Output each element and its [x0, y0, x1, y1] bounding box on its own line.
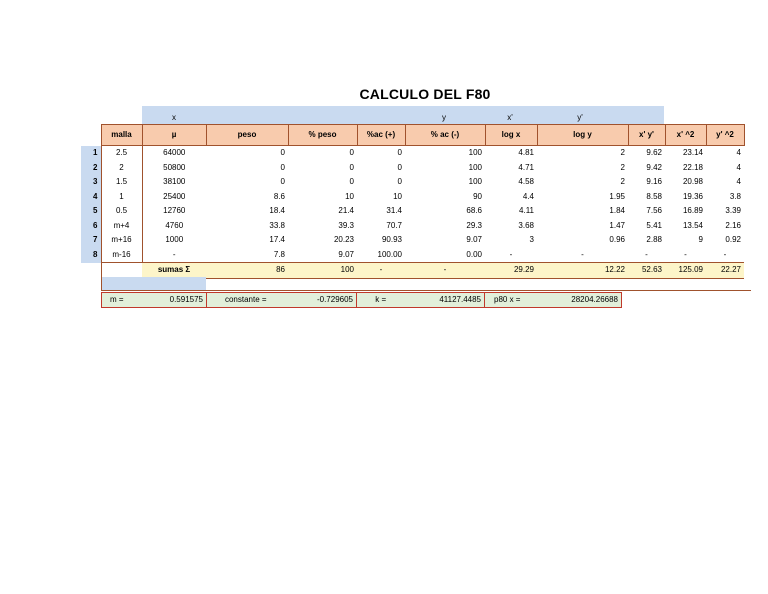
- col-header-malla[interactable]: malla: [101, 125, 142, 146]
- col-header-log-y[interactable]: log y: [537, 125, 628, 146]
- cell-pct-peso[interactable]: 9.07: [288, 248, 357, 263]
- sums-spacer: [101, 263, 142, 279]
- cell-ac-minus[interactable]: 68.6: [466, 206, 482, 215]
- cell-xy[interactable]: 7.56: [646, 206, 662, 215]
- cell-malla[interactable]: 0.5: [101, 204, 142, 219]
- col-header-xy[interactable]: x' y': [628, 125, 665, 146]
- sum-xy[interactable]: 52.63: [628, 263, 665, 279]
- k-label: k =: [357, 293, 405, 308]
- cell-mu[interactable]: 4760: [165, 220, 184, 230]
- cell-pct-peso[interactable]: 20.23: [333, 235, 354, 244]
- cell-mu[interactable]: -: [142, 248, 206, 263]
- cell-ac-minus[interactable]: 100: [468, 148, 482, 157]
- col-header-y2[interactable]: y' ^2: [706, 125, 744, 146]
- sums-left-border: [101, 262, 102, 290]
- m-label: m =: [102, 293, 132, 308]
- row-number: 7: [81, 233, 101, 248]
- cell-peso[interactable]: 17.4: [269, 235, 285, 244]
- cell-malla[interactable]: m+16: [101, 233, 142, 248]
- cell-peso[interactable]: 0: [280, 148, 285, 157]
- cell-log-y[interactable]: 2: [620, 148, 625, 157]
- sum-log-y[interactable]: 12.22: [537, 263, 628, 279]
- selection-band: [101, 277, 206, 290]
- var-label-y: y: [442, 113, 446, 122]
- cell-log-y[interactable]: 0.96: [609, 235, 625, 244]
- sum-log-x[interactable]: 29.29: [485, 263, 537, 279]
- cell-peso[interactable]: 33.8: [269, 220, 285, 230]
- cell-xy[interactable]: 9.42: [646, 162, 662, 172]
- sums-spacer: [81, 263, 101, 279]
- cell-x2[interactable]: 20.98: [682, 177, 703, 186]
- cell-log-y[interactable]: 1.47: [609, 220, 625, 230]
- cell-y2[interactable]: 4: [736, 162, 741, 172]
- p80-value[interactable]: 28204.26688: [530, 293, 622, 308]
- sum-y2[interactable]: 22.27: [706, 263, 744, 279]
- cell-pct-peso[interactable]: 21.4: [338, 206, 354, 215]
- cell-ac-plus[interactable]: 0: [397, 162, 402, 172]
- cell-ac-plus[interactable]: 100.00: [357, 248, 405, 263]
- k-value[interactable]: 41127.4485: [405, 293, 485, 308]
- p80-label: p80 x =: [485, 293, 530, 308]
- cell-ac-minus[interactable]: 29.3: [466, 220, 482, 230]
- col-header-pct-peso[interactable]: % peso: [288, 125, 357, 146]
- cell-x2[interactable]: 9: [698, 235, 703, 244]
- table-row: [81, 146, 744, 161]
- col-header-ac-minus[interactable]: % ac (-): [405, 125, 485, 146]
- cell-y2[interactable]: 3.8: [729, 191, 741, 201]
- table-row: [81, 190, 744, 205]
- cell-ac-plus[interactable]: 10: [393, 191, 402, 201]
- cell-log-y[interactable]: 1.84: [609, 206, 625, 215]
- table-row: [81, 248, 744, 263]
- f80-table: [81, 124, 745, 279]
- cell-pct-peso[interactable]: 0: [349, 148, 354, 157]
- cell-malla[interactable]: 2.5: [101, 146, 142, 161]
- sums-row: [81, 263, 744, 279]
- cell-pct-peso[interactable]: 0: [349, 177, 354, 186]
- cell-pct-peso[interactable]: 39.3: [338, 220, 354, 230]
- constante-label: constante =: [207, 293, 285, 308]
- cell-log-y[interactable]: 1.95: [609, 191, 625, 201]
- table-row: [81, 161, 744, 176]
- sum-pct-peso[interactable]: 100: [288, 263, 357, 279]
- cell-log-x[interactable]: 3: [529, 235, 534, 244]
- cell-ac-minus[interactable]: 90: [473, 191, 482, 201]
- cell-ac-minus[interactable]: 0.00: [405, 248, 485, 263]
- cell-log-x[interactable]: 3.68: [518, 220, 534, 230]
- header-spacer: [81, 125, 101, 146]
- cell-peso[interactable]: 7.8: [206, 248, 288, 263]
- cell-log-y[interactable]: 2: [620, 162, 625, 172]
- cell-y2[interactable]: 0.92: [725, 235, 741, 244]
- row-number: 8: [81, 248, 101, 263]
- var-label-x-prime: x': [507, 113, 513, 122]
- constante-value[interactable]: -0.729605: [285, 293, 357, 308]
- table-row: [81, 175, 744, 190]
- cell-xy[interactable]: 5.41: [646, 220, 662, 230]
- cell-ac-plus[interactable]: 70.7: [386, 220, 402, 230]
- cell-ac-plus[interactable]: 31.4: [386, 206, 402, 215]
- cell-ac-plus[interactable]: 90.93: [381, 235, 402, 244]
- cell-malla[interactable]: 2: [101, 161, 142, 176]
- cell-peso[interactable]: 8.6: [273, 191, 285, 201]
- cell-y2[interactable]: -: [706, 248, 744, 263]
- cell-mu[interactable]: 1000: [165, 235, 184, 244]
- cell-mu[interactable]: 50800: [163, 162, 186, 172]
- cell-log-x[interactable]: -: [485, 248, 537, 263]
- cell-mu[interactable]: 38100: [163, 177, 186, 186]
- cell-xy[interactable]: 8.58: [646, 191, 662, 201]
- cell-mu[interactable]: 64000: [163, 148, 186, 157]
- cell-y2[interactable]: 3.39: [725, 206, 741, 215]
- cell-ac-minus[interactable]: 100: [468, 177, 482, 186]
- cell-xy[interactable]: 9.16: [646, 177, 662, 186]
- cell-x2[interactable]: 16.89: [682, 206, 703, 215]
- sum-x2[interactable]: 125.09: [665, 263, 706, 279]
- results-table: [101, 292, 622, 308]
- cell-pct-peso[interactable]: 0: [349, 162, 354, 172]
- cell-log-y[interactable]: -: [537, 248, 628, 263]
- cell-y2[interactable]: 2.16: [725, 220, 741, 230]
- cell-log-x[interactable]: 4.71: [518, 162, 534, 172]
- sums-label: sumas Σ: [142, 263, 206, 279]
- m-value[interactable]: 0.591575: [132, 293, 207, 308]
- sums-bottom-border: [101, 290, 751, 291]
- cell-xy[interactable]: 9.62: [646, 148, 662, 157]
- cell-x2[interactable]: 23.14: [682, 148, 703, 157]
- cell-mu[interactable]: 25400: [163, 191, 186, 201]
- table-row: [81, 219, 744, 234]
- header-row: [81, 125, 744, 146]
- cell-xy[interactable]: -: [628, 248, 665, 263]
- sum-ac-plus[interactable]: -: [357, 263, 405, 279]
- cell-malla[interactable]: 1: [101, 190, 142, 205]
- cell-peso[interactable]: 0: [280, 177, 285, 186]
- row-number: 5: [81, 204, 101, 219]
- sum-ac-minus[interactable]: -: [405, 263, 485, 279]
- col-header-x2[interactable]: x' ^2: [665, 125, 706, 146]
- cell-x2[interactable]: 13.54: [682, 220, 703, 230]
- cell-log-x[interactable]: 4.11: [519, 206, 534, 215]
- sum-peso[interactable]: 86: [206, 263, 288, 279]
- col-header-ac-plus[interactable]: %ac (+): [357, 125, 405, 146]
- cell-mu[interactable]: 12760: [163, 206, 186, 215]
- cell-malla[interactable]: m+4: [101, 219, 142, 234]
- cell-ac-plus[interactable]: 0: [397, 148, 402, 157]
- cell-malla[interactable]: m-16: [101, 248, 142, 263]
- cell-x2[interactable]: -: [665, 248, 706, 263]
- cell-peso[interactable]: 0: [280, 162, 285, 172]
- cell-ac-plus[interactable]: 0: [397, 177, 402, 186]
- results-row: [102, 293, 622, 308]
- cell-malla[interactable]: 1.5: [101, 175, 142, 190]
- cell-ac-minus[interactable]: 100: [468, 162, 482, 172]
- cell-log-x[interactable]: 4.81: [518, 148, 534, 157]
- cell-peso[interactable]: 18.4: [269, 206, 285, 215]
- cell-x2[interactable]: 22.18: [682, 162, 703, 172]
- row-number: 1: [81, 146, 101, 161]
- cell-log-y[interactable]: 2: [620, 177, 625, 186]
- cell-pct-peso[interactable]: 10: [345, 191, 354, 201]
- sheet-title: CALCULO DEL F80: [359, 86, 491, 102]
- col-header-log-x[interactable]: log x: [485, 125, 537, 146]
- var-label-x: x: [172, 113, 176, 122]
- cell-ac-minus[interactable]: 9.07: [466, 235, 482, 244]
- cell-xy[interactable]: 2.88: [646, 235, 662, 244]
- var-label-y-prime: y': [577, 113, 583, 122]
- cell-y2[interactable]: 4: [736, 148, 741, 157]
- cell-log-x[interactable]: 4.58: [518, 177, 534, 186]
- cell-log-x[interactable]: 4.4: [522, 191, 534, 201]
- cell-x2[interactable]: 19.36: [682, 191, 703, 201]
- cell-y2[interactable]: 4: [736, 177, 741, 186]
- table-row: [81, 204, 744, 219]
- row-number: 3: [81, 175, 101, 190]
- row-number: 6: [81, 219, 101, 234]
- row-number: 2: [81, 161, 101, 176]
- row-number: 4: [81, 190, 101, 205]
- col-header-peso[interactable]: peso: [206, 125, 288, 146]
- table-row: [81, 233, 744, 248]
- col-header-mu[interactable]: µ: [142, 125, 206, 146]
